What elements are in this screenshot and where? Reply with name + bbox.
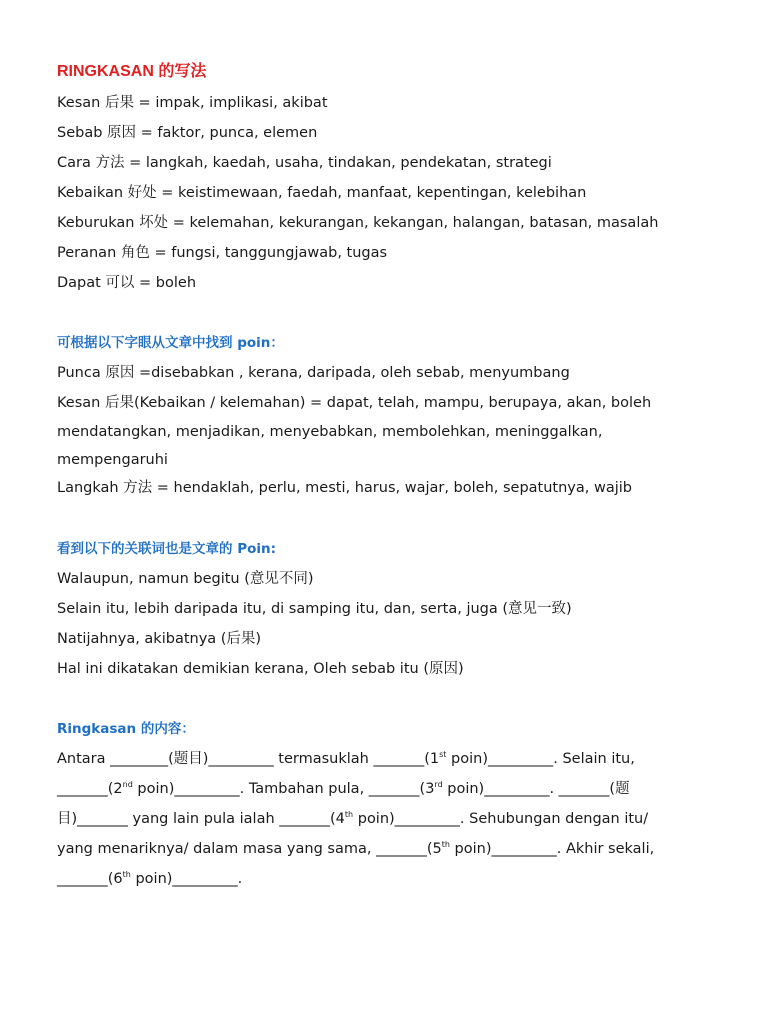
ordinal-suffix: nd	[122, 780, 133, 790]
ordinal-suffix: th	[344, 810, 354, 820]
template-text: 目)_______ yang lain pula ialah _______(4	[57, 811, 345, 827]
template-text: _______(2	[57, 781, 123, 797]
connector-heading: 看到以下的关联词也是文章的 Poin:	[57, 541, 277, 557]
template-line-3	[57, 804, 747, 834]
keyword-section	[57, 328, 747, 503]
content-heading: Ringkasan 的内容：	[57, 721, 195, 737]
keyword-line-punca: Punca 原因 =disebabkan , kerana, daripada, oleh sebab, menyumbang	[57, 365, 570, 381]
synonym-list	[57, 88, 747, 298]
template-text: poin)_________. Tambahan pula, _______(3	[132, 781, 435, 797]
synonym-line-keburukan: Keburukan 坏处 = kelemahan, kekurangan, kekangan, halangan, batasan, masalah	[57, 215, 659, 231]
keyword-line-kesan: Kesan 后果(Kebaikan / kelemahan) = dapat, telah, mampu, berupaya, akan, boleh	[57, 395, 652, 411]
keyword-line-kesan-cont2: mempengaruhi	[57, 452, 168, 468]
template-text: poin)_________. _______(题	[442, 781, 630, 797]
connector-line-2: Selain itu, lebih daripada itu, di samping itu, dan, serta, juga (意见一致)	[57, 601, 572, 617]
keyword-line-langkah: Langkah 方法 = hendaklah, perlu, mesti, harus, wajar, boleh, sepatutnya, wajib	[57, 480, 632, 496]
template-line-4	[57, 834, 747, 864]
ordinal-suffix: th	[441, 840, 450, 850]
content-section	[57, 714, 747, 894]
template-text: Antara ________(题目)_________ termasuklah _______(1	[57, 751, 440, 767]
synonym-line-kesan: Kesan 后果 = impak, implikasi, akibat	[57, 95, 328, 111]
connector-line-3: Natijahnya, akibatnya (后果)	[57, 631, 262, 647]
template-text: yang menariknya/ dalam masa yang sama, _______(5	[57, 841, 442, 857]
keyword-heading: 可根据以下字眼从文章中找到 poin：	[57, 335, 284, 351]
template-line-2	[57, 774, 747, 804]
synonym-line-cara: Cara 方法 = langkah, kaedah, usaha, tindakan, pendekatan, strategi	[57, 155, 552, 171]
ordinal-suffix: rd	[434, 780, 443, 790]
keyword-line-kesan-cont: mendatangkan, menjadikan, menyebabkan, membolehkan, meninggalkan,	[57, 424, 603, 440]
connector-line-1: Walaupun, namun begitu (意见不同)	[57, 571, 314, 587]
template-line-5	[57, 864, 747, 894]
template-text: poin)_________. Akhir sekali,	[449, 841, 655, 857]
connector-line-4: Hal ini dikatakan demikian kerana, Oleh sebab itu (原因)	[57, 661, 464, 677]
ordinal-suffix: th	[122, 870, 131, 880]
template-text: poin)_________. Selain itu,	[446, 751, 635, 767]
connector-section	[57, 534, 747, 684]
template-text: _______(6	[57, 871, 123, 887]
page-title: RINGKASAN 的写法	[57, 63, 207, 80]
synonym-line-dapat: Dapat 可以 = boleh	[57, 275, 197, 291]
ordinal-suffix: st	[439, 750, 447, 760]
synonym-line-peranan: Peranan 角色 = fungsi, tanggungjawab, tugas	[57, 245, 388, 261]
template-text: poin)_________.	[130, 871, 243, 887]
synonym-line-kebaikan: Kebaikan 好处 = keistimewaan, faedah, manfaat, kepentingan, kelebihan	[57, 185, 587, 201]
template-text: poin)_________. Sehubungan dengan itu/	[353, 811, 649, 827]
synonym-line-sebab: Sebab 原因 = faktor, punca, elemen	[57, 125, 318, 141]
template-line-1	[57, 744, 747, 774]
